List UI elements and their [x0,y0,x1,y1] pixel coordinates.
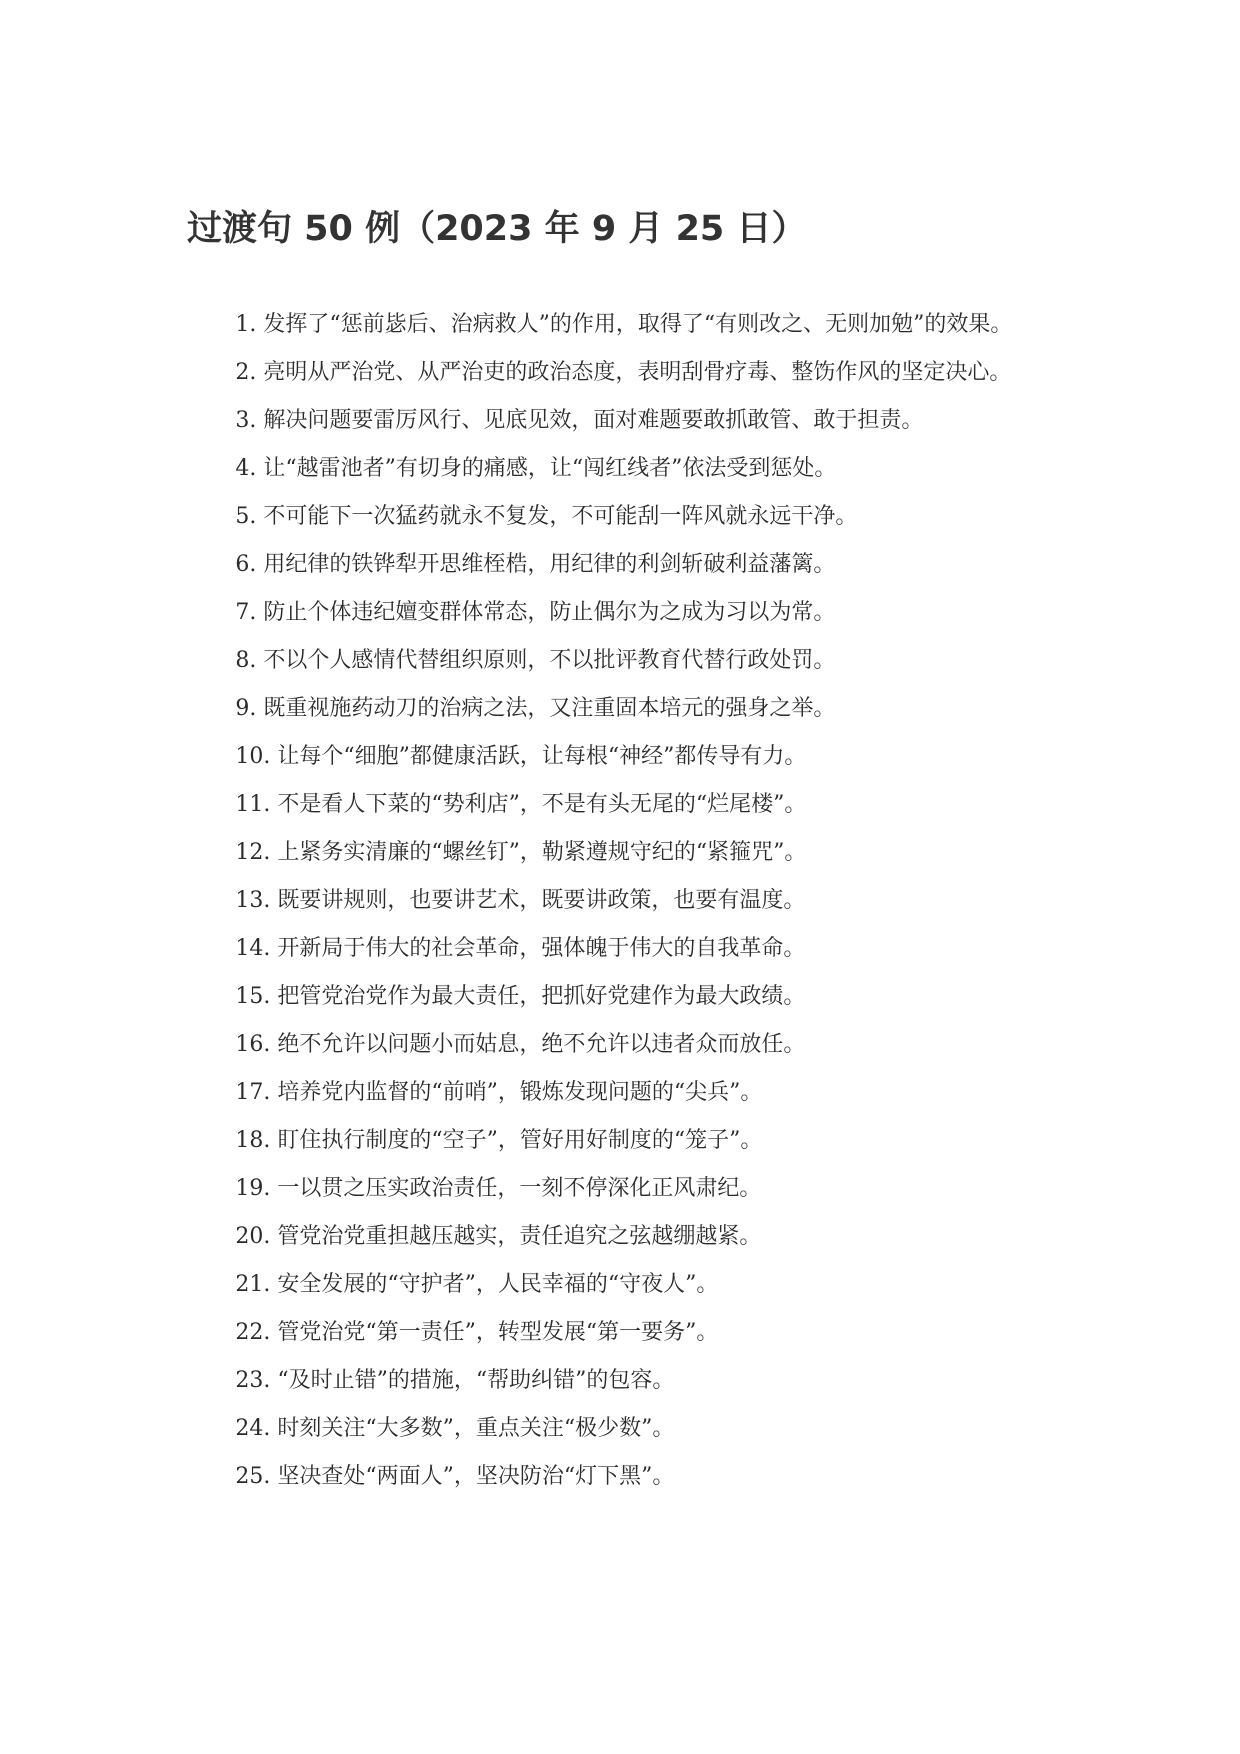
list-item: 8. 不以个人感情代替组织原则，不以批评教育代替行政处罚。 [235,648,836,673]
list-item: 18. 盯住执行制度的“空子”，管好用好制度的“笼子”。 [235,1128,763,1153]
list-item: 4. 让“越雷池者”有切身的痛感，让“闯红线者”依法受到惩处。 [235,456,837,481]
list-item: 19. 一以贯之压实政治责任，一刻不停深化正风肃纪。 [235,1176,762,1201]
list-item: 15. 把管党治党作为最大责任，把抓好党建作为最大政绩。 [235,984,806,1009]
document-title: 过渡句 50 例（2023 年 9 月 25 日） [187,209,807,249]
list-item: 24. 时刻关注“大多数”，重点关注“极少数”。 [235,1416,675,1441]
list-item: 1. 发挥了“惩前毖后、治病救人”的作用，取得了“有则改之、无则加勉”的效果。 [235,312,1013,337]
list-item: 20. 管党治党重担越压越实，责任追究之弦越绷越紧。 [235,1224,762,1249]
list-item: 9. 既重视施药动刀的治病之法，又注重固本培元的强身之举。 [235,696,836,721]
list-item: 21. 安全发展的“守护者”，人民幸福的“守夜人”。 [235,1272,719,1297]
list-item: 7. 防止个体违纪嬗变群体常态，防止偶尔为之成为习以为常。 [235,600,836,625]
list-item: 13. 既要讲规则，也要讲艺术，既要讲政策，也要有温度。 [235,888,806,913]
list-item: 14. 开新局于伟大的社会革命，强体魄于伟大的自我革命。 [235,936,806,961]
list-item: 22. 管党治党“第一责任”，转型发展“第一要务”。 [235,1320,719,1345]
list-item: 25. 坚决查处“两面人”，坚决防治“灯下黑”。 [235,1464,675,1489]
list-item: 10. 让每个“细胞”都健康活跃，让每根“神经”都传导有力。 [235,744,807,769]
list-item: 5. 不可能下一次猛药就永不复发，不可能刮一阵风就永远干净。 [235,504,858,529]
list-item: 3. 解决问题要雷厉风行、见底见效，面对难题要敢抓敢管、敢于担责。 [235,408,924,433]
list-item: 2. 亮明从严治党、从严治吏的政治态度，表明刮骨疗毒、整饬作风的坚定决心。 [235,360,1012,385]
list-item: 17. 培养党内监督的“前哨”，锻炼发现问题的“尖兵”。 [235,1080,763,1105]
list-item: 11. 不是看人下菜的“势利店”，不是有头无尾的“烂尾楼”。 [235,792,807,817]
list-item: 23. “及时止错”的措施，“帮助纠错”的包容。 [235,1368,675,1393]
list-item: 16. 绝不允许以问题小而姑息，绝不允许以违者众而放任。 [235,1032,806,1057]
list-item: 6. 用纪律的铁铧犁开思维桎梏，用纪律的利剑斩破利益藩篱。 [235,552,836,577]
transition-sentence-list [187,309,1051,1509]
list-item: 12. 上紧务实清廉的“螺丝钉”，勒紧遵规守纪的“紧箍咒”。 [235,840,807,865]
